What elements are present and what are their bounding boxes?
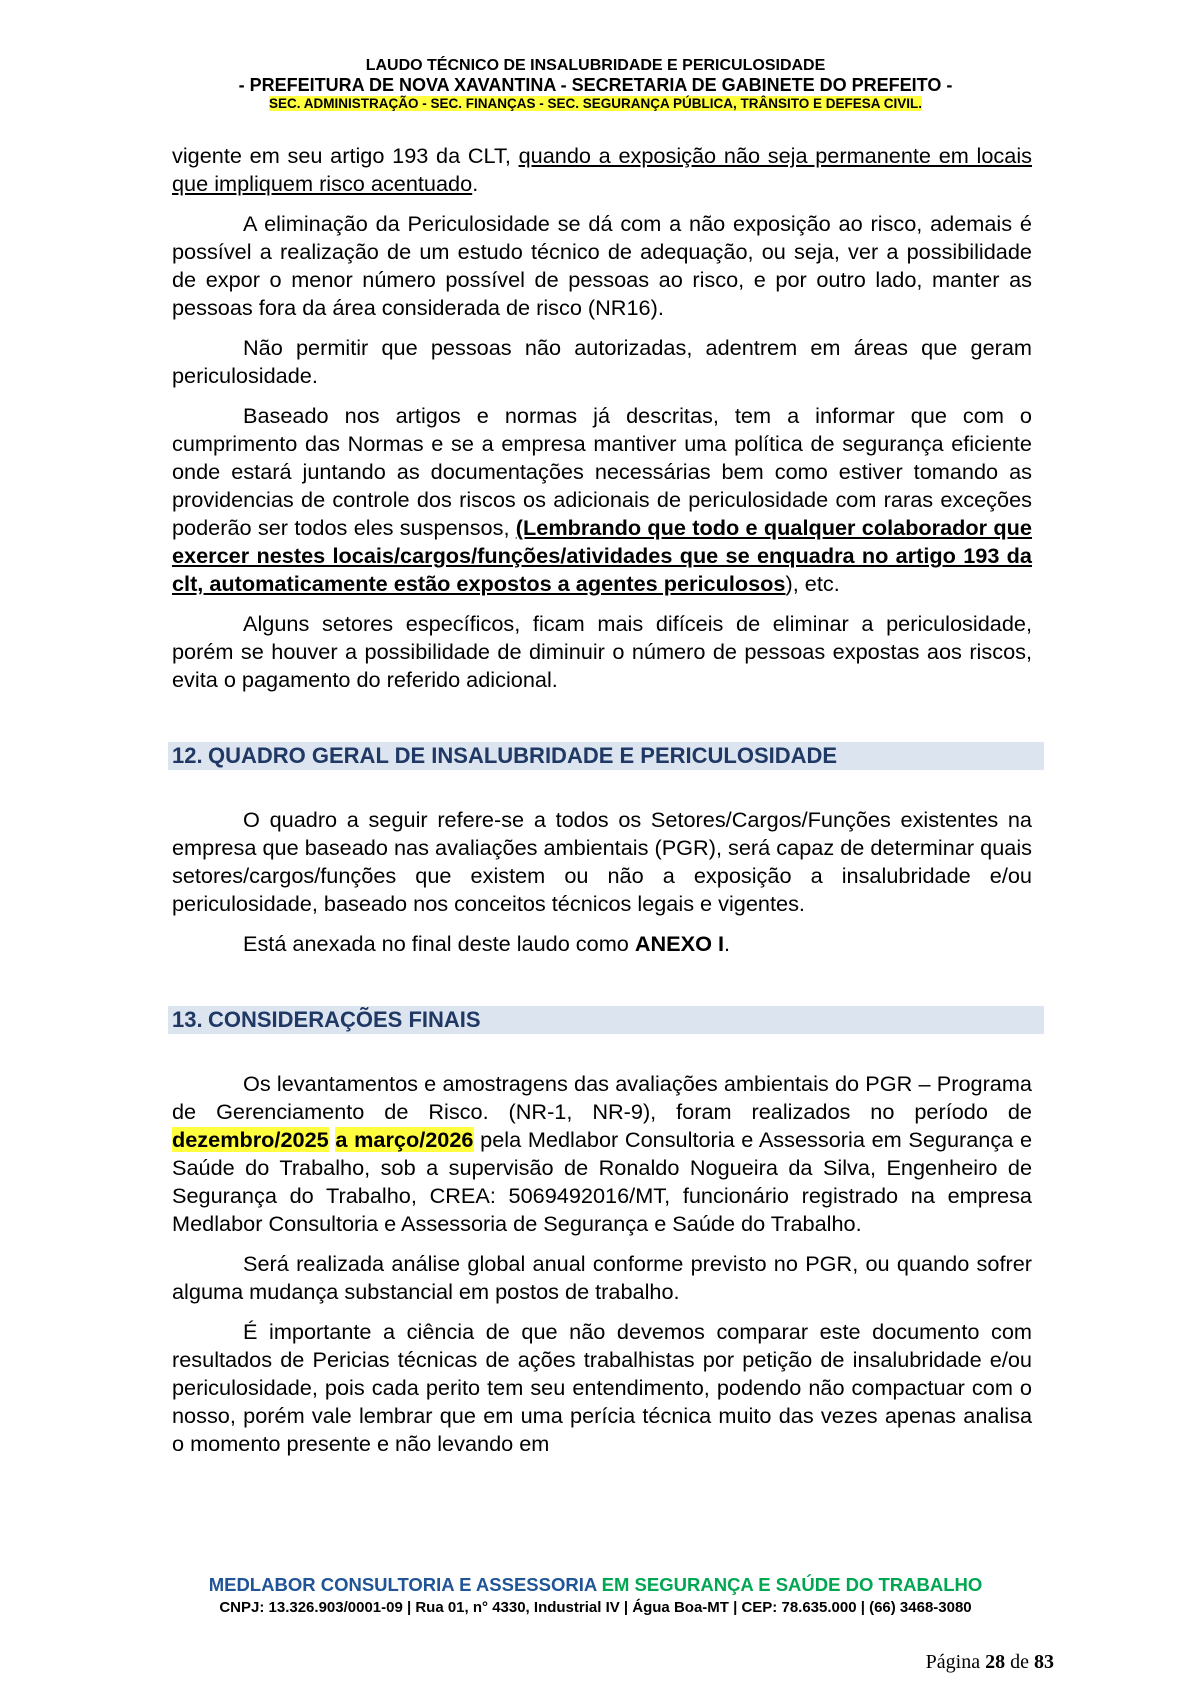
footer-company: MEDLABOR CONSULTORIA E ASSESSORIA [208,1574,597,1595]
paragraph-9: Será realizada análise global anual conforme previsto no PGR, ou quando sofrer alguma mudança substancial em postos de trabalho. [172,1251,1032,1304]
document-header [0,56,1191,112]
header-title: LAUDO TÉCNICO DE INSALUBRIDADE E PERICULOSIDADE [365,57,826,74]
header-secretariats: SEC. ADMINISTRAÇÃO - SEC. FINANÇAS - SEC. SEGURANÇA PÚBLICA, TRÂNSITO E DEFESA CIVIL. [268,96,923,111]
paragraph-10: É importante a ciência de que não devemos comparar este documento com resultados de Pericias técnicas de ações trabalhistas por petição de insalubridade e/ou periculosidade, pois cada perito tem seu entendimento, podendo não compactuar com o nosso, porém vale lembrar que em uma perícia técnica muito das vezes apenas analisa o momento presente e não levando em [172,1319,1032,1456]
paragraph-2: A eliminação da Periculosidade se dá com a não exposição ao risco, ademais é possível a realização de um estudo técnico de adequação, ou seja, ver a possibilidade de expor o menor número possível de pessoas ao risco, e por outro lado, manter as pessoas fora da área considerada de risco (NR16). [172,211,1032,320]
paragraph-8: Os levantamentos e amostragens das avaliações ambientais do PGR – Programa de Gerenciamento de Risco. (NR-1, NR-9), foram realizados no período de dezembro/2025 a março/2026 pela Medlabor Consultoria e Assessoria em Segurança e Saúde do Trabalho, sob a supervisão de Ronaldo Nogueira da Silva, Engenheiro de Segurança do Trabalho, CREA: 5069492016/MT, funcionário registrado na empresa Medlabor Consultoria e Assessoria de Segurança e Saúde do Trabalho. [172,1071,1033,1236]
paragraph-5: Alguns setores específicos, ficam mais difíceis de eliminar a periculosidade, porém se houver a possibilidade de diminuir o número de pessoas expostas aos riscos, evita o pagamento do referido adicional. [172,611,1032,692]
annex-label: ANEXO I [634,931,725,956]
section-heading-13: 13. CONSIDERAÇÕES FINAIS [168,1006,1044,1034]
paragraph-4: Baseado nos artigos e normas já descritas, tem a informar que com o cumprimento das Normas e se a empresa mantiver uma política de segurança eficiente onde estará juntando as documentações necessárias bem como estiver tomando as providencias de controle dos riscos os adicionais de periculosidade com raras exceções poderão ser todos eles suspensos, (Lembrando que todo e qualquer colaborador que exercer nestes locais/cargos/funções/atividades que se enquadra no artigo 193 da clt, automaticamente estão expostos a agentes periculosos), etc. [172,403,1032,596]
period-start: dezembro/2025 [172,1127,329,1152]
paragraph-7: Está anexada no final deste laudo como ANEXO I. [243,931,731,956]
paragraph-3: Não permitir que pessoas não autorizadas, adentrem em áreas que geram periculosidade. [172,335,1032,388]
header-subtitle: - PREFEITURA DE NOVA XAVANTINA - SECRETARIA DE GABINETE DO PREFEITO - [238,75,953,95]
page-number: Página 28 de 83 [925,1651,1054,1673]
paragraph-6: O quadro a seguir refere-se a todos os Setores/Cargos/Funções existentes na empresa que baseado nas avaliações ambientais (PGR), será capaz de determinar quais setores/cargos/funções que existem ou não a exposição a insalubridade e/ou periculosidade, baseado nos conceitos técnicos legais e vigentes. [172,807,1032,916]
period-end: a março/2026 [335,1127,474,1152]
paragraph-1: vigente em seu artigo 193 da CLT, quando a exposição não seja permanente em locais que impliquem risco acentuado. [172,143,1032,196]
emphasis-note: (Lembrando que todo e qualquer colaborador que exercer nestes locais/cargos/funções/atividades que se enquadra no artigo 193 da clt, automaticamente estão expostos a agentes periculosos [172,515,1032,596]
document-footer [0,1574,1191,1618]
footer-address: CNPJ: 13.326.903/0001-09 | Rua 01, n° 4330, Industrial IV | Água Boa-MT | CEP: 78.635.000 | (66) 3468-3080 [219,1599,972,1616]
document-body [172,142,1032,1470]
section-heading-12: 12. QUADRO GERAL DE INSALUBRIDADE E PERICULOSIDADE [168,742,1044,770]
footer-tagline: EM SEGURANÇA E SAÚDE DO TRABALHO [596,1574,983,1595]
